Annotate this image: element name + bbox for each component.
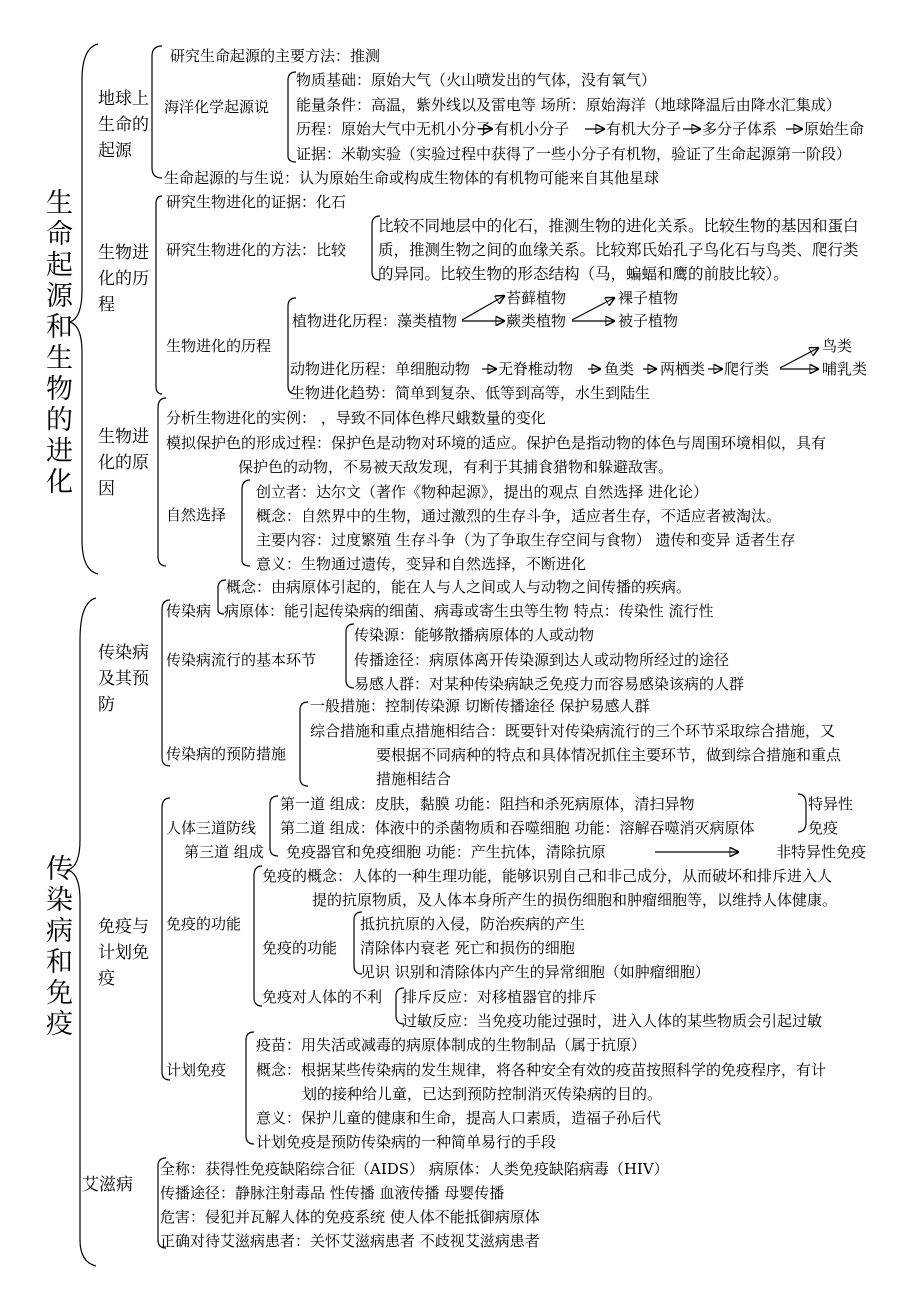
planned-immunity-label: 计划免疫 <box>166 1061 227 1079</box>
plant-moss: 苔藓植物 <box>506 289 567 307</box>
combined-measures: 综合措施和重点措施相结合：既要针对传染病流行的三个环节采取综合措施，又 <box>310 722 836 740</box>
natural-selection-label: 自然选择 <box>166 506 227 524</box>
combined-measures-2: 要根据不同病种的特点和具体情况抓住主要环节，做到综合措施和重点 <box>376 746 842 764</box>
immune-func-3: 见识 识别和清除体内产生的异常细胞（如肿瘤细胞） <box>360 963 710 981</box>
infection-source: 传染源：能够散播病原体的人或动物 <box>354 626 595 644</box>
defense-line-3: 免疫器官和免疫细胞 功能：产生抗体，清除抗原 <box>286 843 606 861</box>
method-text: 质，推测生物之间的血缘关系。比较郑氏始孔子鸟化石与鸟类、爬行类 <box>378 241 859 259</box>
animal-step: 鱼类 <box>604 360 635 378</box>
animal-mammals: 哺乳类 <box>822 360 868 378</box>
defense-label: 人体三道防线 <box>166 819 257 837</box>
immune-concept-2: 提的抗原物质，及人体本身所产生的损伤细胞和肿瘤细胞等，以维持人体健康。 <box>312 891 838 909</box>
animal-step: 无脊椎动物 <box>498 360 574 378</box>
susceptible-group: 易感人群：对某种传染病缺乏免疫力而容易感染该病的人群 <box>354 675 745 693</box>
simulate-color-2: 保护色的动物，不易被天敌发现，有利于其捕食猎物和躲避敌害。 <box>238 458 674 476</box>
ocean-label: 海洋化学起源说 <box>164 98 270 116</box>
links-label: 传染病流行的基本环节 <box>166 651 317 669</box>
defense-line-2: 第二道 组成：体液中的杀菌物质和吞噬细胞 功能：溶解吞噬消灭病原体 <box>280 819 755 837</box>
pathogen: 病原体：能引起传染病的细菌、病毒或寄生虫等生物 特点：传染性 流行性 <box>224 602 714 620</box>
energy-condition: 能量条件：高温，紫外线以及雷电等 场所：原始海洋（地球降温后由降水汇集成） <box>296 96 841 114</box>
process-step: 多分子体系 <box>702 120 778 138</box>
simulate-color: 模拟保护色的形成过程：保护色是动物对环境的适应。保护色是指动物的体色与周围环境相似，具有 <box>166 434 827 452</box>
label-history: 生物进化的历程 <box>98 243 149 315</box>
evolution-example: 分析生物进化的实例： ，导致不同体色桦尺蛾数量的变化 <box>166 409 546 427</box>
specific-immunity: 非特异性免疫 <box>776 843 867 861</box>
plant-label: 植物进化历程：藻类植物 <box>292 312 458 330</box>
process-step: 有机小分子 <box>494 120 570 138</box>
panspermia: 生命起源的与生说：认为原始生命或构成生物体的有机物可能来自其他星球 <box>164 169 660 187</box>
aids-route: 传播途径：静脉注射毒品 性传播 血液传播 母婴传播 <box>160 1184 505 1202</box>
title-evolution: 生命起源和生物的进化 <box>46 188 73 498</box>
process-step: 有机大分子 <box>606 120 682 138</box>
immune-harm-label: 免疫对人体的不利 <box>262 988 383 1006</box>
plant-angio: 被子植物 <box>618 312 679 330</box>
defense-line-1: 第一道 组成：皮肤，黏膜 功能：阻挡和杀死病原体，清扫异物 <box>280 795 695 813</box>
history-label: 生物进化的历程 <box>166 337 272 355</box>
combined-measures-3: 措施相结合 <box>376 770 452 788</box>
animal-birds: 鸟类 <box>822 337 853 355</box>
evolution-evidence: 研究生物进化的证据：化石 <box>166 193 347 211</box>
miller-proof: 证据：米勒实验（实验过程中获得了一些小分子有机物，验证了生命起源第一阶段） <box>296 145 852 163</box>
rejection: 排斥反应：对移植器官的排斥 <box>402 988 598 1006</box>
planned-means: 计划免疫是预防传染病的一种简单易行的手段 <box>256 1133 557 1151</box>
planned-concept-2: 划的接种给儿童，已达到预防控制消灭传染病的目的。 <box>302 1085 663 1103</box>
allergy: 过敏反应：当免疫功能过强时，进入人体的某些物质会引起过敏 <box>402 1012 823 1030</box>
transmission-route: 传播途径：病原体离开传染源到达人或动物所经过的途径 <box>354 651 730 669</box>
animal-label: 动物进化历程：单细胞动物 <box>290 360 471 378</box>
planned-meaning: 意义：保护儿童的健康和生命，提高人口素质，造福子孙后代 <box>256 1109 662 1127</box>
ns-concept: 概念：自然界中的生物，通过激烈的生存斗争，适应者生存，不适应者被淘汰。 <box>256 507 782 525</box>
disease-label: 传染病 <box>166 602 212 620</box>
aids-attitude: 正确对待艾滋病患者：关怀艾滋病患者 不歧视艾滋病患者 <box>160 1232 540 1250</box>
animal-step: 两栖类 <box>660 360 706 378</box>
title-disease: 传染病和免疫 <box>46 854 73 1040</box>
label-cause: 生物进化的原因 <box>98 427 149 499</box>
method-text: 的异同。比较生物的形态结构（马，蝙蝠和鹰的前肢比较）。 <box>378 265 789 283</box>
immune-concept: 免疫的概念：人体的一种生理功能，能够识别自己和非己成分，从而破坏和排斥进入人 <box>262 867 833 885</box>
process-step: 历程：原始大气中无机小分子 <box>296 120 492 138</box>
immune-func-1: 抵抗抗原的入侵，防治疾病的产生 <box>360 915 586 933</box>
immune-func-label: 免疫的功能 <box>166 915 242 933</box>
process-step: 原始生命 <box>804 120 865 138</box>
disease-concept: 概念：由病原体引起的，能在人与人之间或人与动物之间传播的疾病。 <box>226 578 692 596</box>
nonspecific-label: 特异性 <box>808 795 854 813</box>
ns-founder: 创立者：达尔文（著作《物种起源》，提出的观点 自然选择 进化论） <box>256 483 709 501</box>
label-infect: 传染病及其预防 <box>98 643 149 715</box>
plant-fern: 蕨类植物 <box>506 312 567 330</box>
label-aids: 艾滋病 <box>82 1175 133 1195</box>
ns-meaning: 意义：生物通过遗传，变异和自然选择，不断进化 <box>256 555 587 573</box>
method-label: 研究生物进化的方法：比较 <box>166 241 347 259</box>
aids-name: 全称：获得性免疫缺陷综合征（AIDS） 病原体：人类免疫缺陷病毒（HIV） <box>160 1160 669 1178</box>
immune-func-sub: 免疫的功能 <box>262 939 338 957</box>
method-text: 比较不同地层中的化石，推测生物的进化关系。比较生物的基因和蛋白 <box>378 217 859 235</box>
measures-label: 传染病的预防措施 <box>166 745 287 763</box>
animal-step: 爬行类 <box>724 360 770 378</box>
evolution-trend: 生物进化趋势：简单到复杂、低等到高等，水生到陆生 <box>290 384 651 402</box>
planned-concept: 概念：根据某些传染病的发生规律，将各种安全有效的疫苗按照科学的免疫程序，有计 <box>256 1061 827 1079</box>
defense-line-3-prefix: 第三道 组成 <box>184 843 264 861</box>
material-basis: 物质基础：原始大气（火山喷发出的气体，没有氧气） <box>296 71 657 89</box>
aids-harm: 危害：侵犯并瓦解人体的免疫系统 使人体不能抵御病原体 <box>160 1208 540 1226</box>
vaccine: 疫苗：用失活或减毒的病原体制成的生物制品（属于抗原） <box>256 1036 647 1054</box>
immune-func-2: 清除体内衰老 死亡和损伤的细胞 <box>360 939 575 957</box>
origin-method: 研究生命起源的主要方法：推测 <box>170 47 381 65</box>
nonspecific-label-2: 免疫 <box>808 819 839 837</box>
ns-content: 主要内容：过度繁殖 生存斗争（为了争取生存空间与食物） 遗传和变异 适者生存 <box>256 531 796 549</box>
label-immune: 免疫与计划免疫 <box>98 917 149 989</box>
label-origin: 地球上生命的起源 <box>98 89 149 161</box>
plant-gymno: 裸子植物 <box>618 289 679 307</box>
general-measures: 一般措施：控制传染源 切断传播途径 保护易感人群 <box>310 697 650 715</box>
